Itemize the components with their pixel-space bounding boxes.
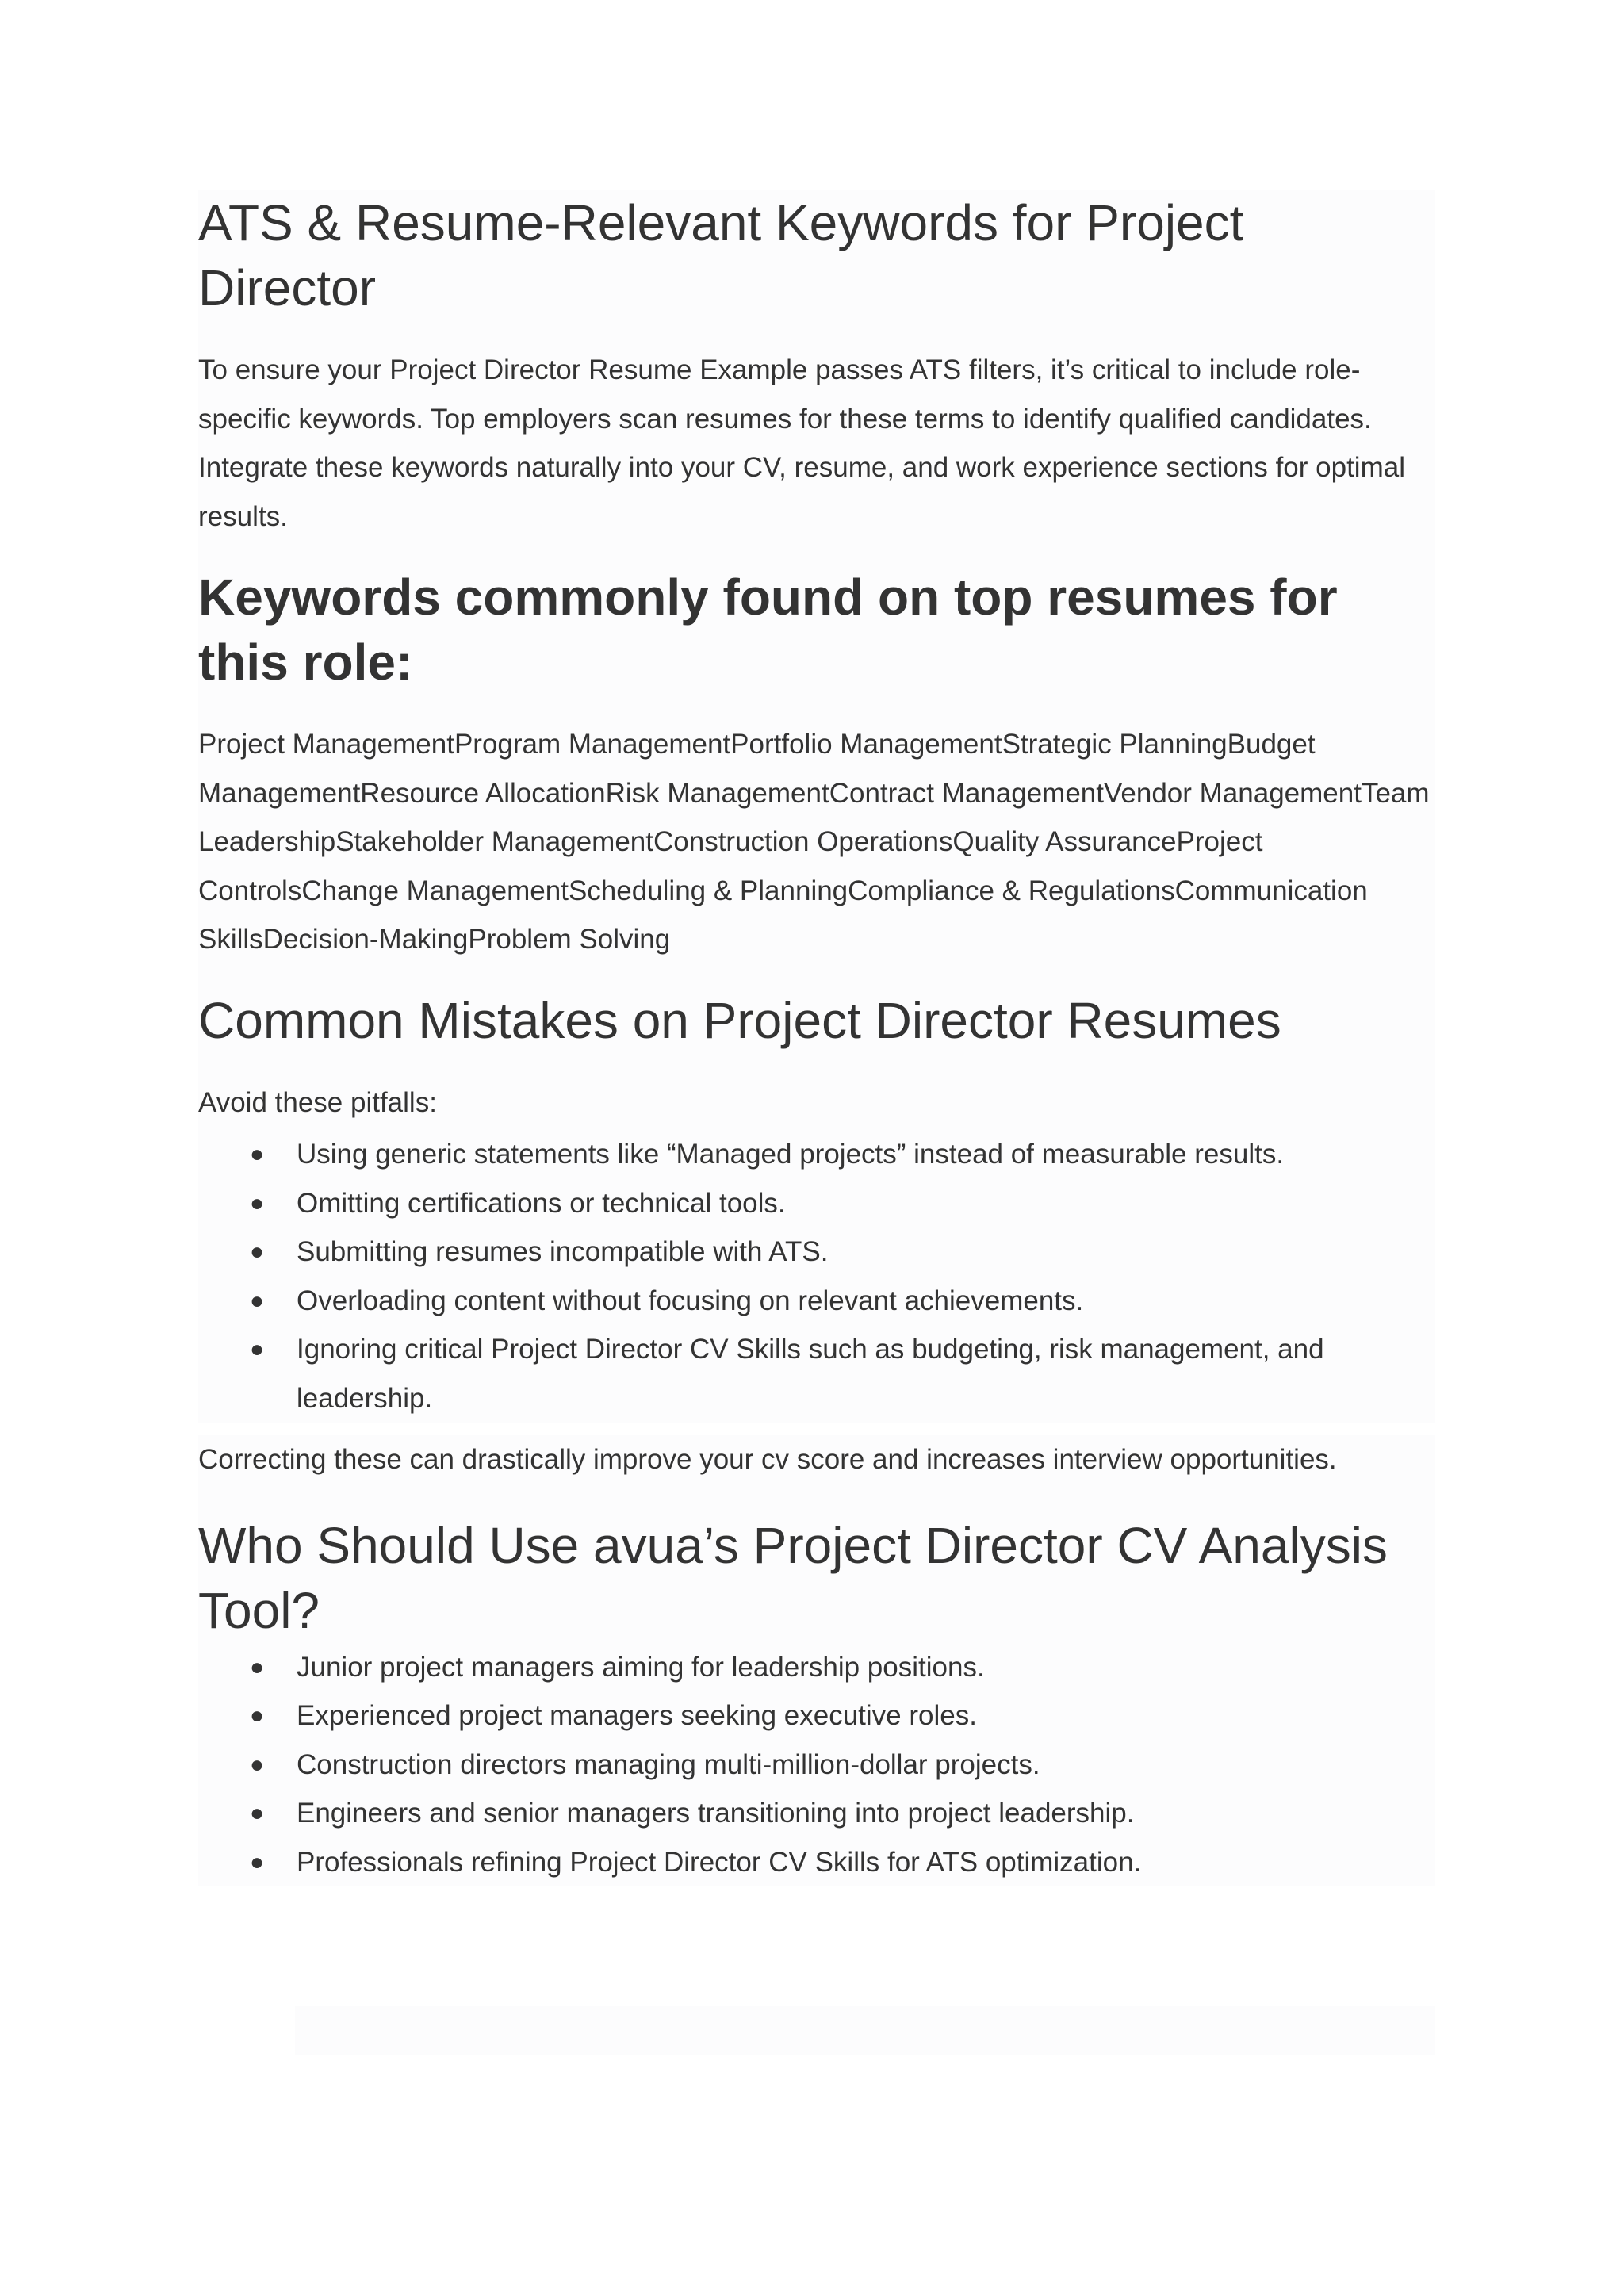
list-item: ● Engineers and senior managers transitioning into project leadership. <box>247 1789 1435 1838</box>
ats-keywords-paragraph: To ensure your Project Director Resume Example passes ATS filters, it’s critical to include role-specific keywords. Top employers scan resumes for these terms to identify qualified candidates. Integrate these keywords naturally into your CV, resume, and work experience sections for optimal results. <box>198 354 1405 532</box>
bullet-icon: ● <box>249 1800 265 1826</box>
bullet-icon: ● <box>249 1848 265 1875</box>
list-item: ● Submitting resumes incompatible with ATS. <box>247 1227 1435 1277</box>
keywords-list-text: Project ManagementProgram ManagementPortfolio ManagementStrategic PlanningBudget ManagementResource AllocationRisk ManagementContract ManagementVendor ManagementTeam LeadershipStakeholder ManagementConstruction OperationsQuality AssuranceProject ControlsChange ManagementScheduling & PlanningCompliance & RegulationsCommunication SkillsDecision-MakingProblem Solving <box>198 729 1430 955</box>
mistakes-closing-text: Correcting these can drastically improve your cv score and increases interview opportunities. <box>198 1444 1337 1475</box>
bullet-icon: ● <box>249 1751 265 1778</box>
list-item: ● Junior project managers aiming for leadership positions. <box>247 1643 1435 1692</box>
bullet-icon: ● <box>249 1653 265 1680</box>
bullet-icon: ● <box>249 1141 265 1167</box>
mistakes-list <box>198 1130 1435 1423</box>
common-mistakes-intro: Avoid these pitfalls: <box>198 1086 437 1118</box>
bullet-icon: ● <box>249 1287 265 1314</box>
list-item: ● Professionals refining Project Director CV Skills for ATS optimization. <box>247 1838 1435 1887</box>
list-item: ● Overloading content without focusing on relevant achievements. <box>247 1277 1435 1326</box>
list-item: ● Construction directors managing multi-million-dollar projects. <box>247 1741 1435 1790</box>
empty-shaded-box <box>295 2006 1435 2055</box>
who-should-use-heading: Who Should Use avua’s Project Director CV Analysis Tool? <box>198 1516 1388 1639</box>
list-item: ● Ignoring critical Project Director CV Skills such as budgeting, risk management, and leadership. <box>247 1325 1435 1423</box>
keywords-heading: Keywords commonly found on top resumes for this role: <box>198 569 1338 691</box>
bullet-icon: ● <box>249 1239 265 1265</box>
common-mistakes-heading: Common Mistakes on Project Director Resumes <box>198 991 1281 1049</box>
ats-keywords-section <box>198 190 1435 1130</box>
document-content <box>198 190 1435 1886</box>
list-item: ● Experienced project managers seeking executive roles. <box>247 1691 1435 1741</box>
who-should-use-list <box>198 1643 1435 1887</box>
who-should-use-section <box>198 1435 1435 1643</box>
bullet-icon: ● <box>249 1702 265 1729</box>
bullet-icon: ● <box>249 1189 265 1216</box>
list-item: ● Using generic statements like “Managed projects” instead of measurable results. <box>247 1130 1435 1179</box>
ats-keywords-heading: ATS & Resume-Relevant Keywords for Project Director <box>198 194 1244 316</box>
list-item: ● Omitting certifications or technical tools. <box>247 1179 1435 1228</box>
bullet-icon: ● <box>249 1336 265 1362</box>
